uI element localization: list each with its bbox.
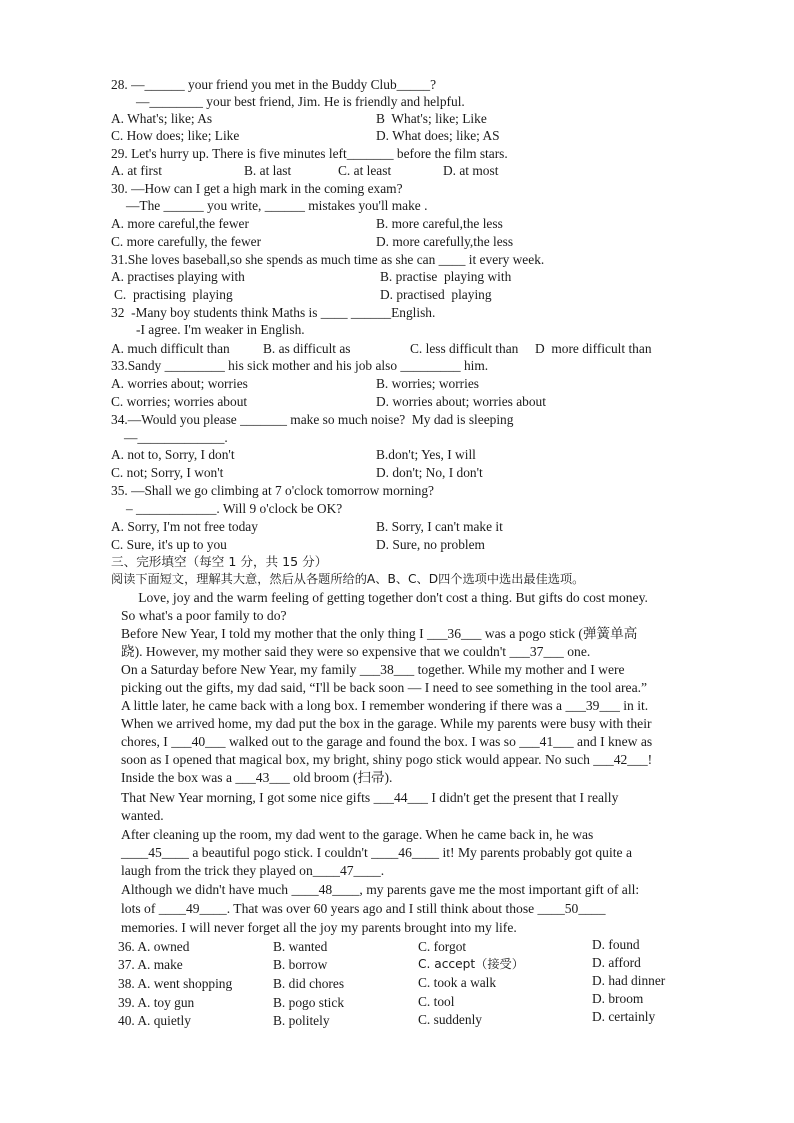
q32-option-c: C. less difficult than xyxy=(410,341,519,356)
q30-stem: 30. —How can I get a high mark in the coming exam? xyxy=(111,181,403,196)
option-38-d: D. had dinner xyxy=(592,973,666,988)
q30-option-c: C. more carefully, the fewer xyxy=(111,234,262,249)
passage-line: memories. I will never forget all the joy my parents brought into my life. xyxy=(121,920,517,935)
passage-line: wanted. xyxy=(121,808,164,823)
passage-line: Although we didn't have much ____48____, my parents gave me the most important gift of all: xyxy=(121,882,640,897)
q33-option-b: B. worries; worries xyxy=(376,376,480,391)
passage-line: That New Year morning, I got some nice gifts ___44___ I didn't get the present that I really xyxy=(121,790,619,805)
q34-stem: 34.—Would you please _______ make so much noise? My dad is sleeping xyxy=(111,412,514,427)
q29-option-d: D. at most xyxy=(443,163,499,178)
q34-option-a: A. not to, Sorry, I don't xyxy=(111,447,235,462)
q31-option-d: D. practised playing xyxy=(380,287,492,302)
q31-option-a: A. practises playing with xyxy=(111,269,245,284)
option-36-c: C. forgot xyxy=(418,939,467,954)
option-37-b: B. borrow xyxy=(273,957,328,972)
passage-line: So what's a poor family to do? xyxy=(121,608,287,623)
option-36-d: D. found xyxy=(592,937,640,952)
passage-line: When we arrived home, my dad put the box in the garage. While my parents were busy with their xyxy=(121,716,652,731)
q35-option-c: C. Sure, it's up to you xyxy=(111,537,227,552)
option-40-b: B. politely xyxy=(273,1013,330,1028)
passage-line: A little later, he came back with a long box. I remember wondering if there was a ___39___ in it. xyxy=(121,698,649,713)
q31-stem: 31.She loves baseball,so she spends as much time as she can ____ it every week. xyxy=(111,252,545,267)
passage-line: Love, joy and the warm feeling of getting together don't cost a thing. But gifts do cost money. xyxy=(111,590,648,605)
passage-line: lots of ____49____. That was over 60 years ago and I still think about those ____50____ xyxy=(121,901,606,916)
passage-line: chores, I ___40___ walked out to the garage and found the box. I was so ___41___ and I knew as xyxy=(121,734,653,749)
q33-option-d: D. worries about; worries about xyxy=(376,394,546,409)
passage-line: 跷). However, my mother said they were so expensive that we couldn't ___37___ one. xyxy=(121,644,591,659)
q30-option-d: D. more carefully,the less xyxy=(376,234,514,249)
passage-line: After cleaning up the room, my dad went to the garage. When he came back in, he was xyxy=(121,827,594,842)
q31-option-c: C. practising playing xyxy=(114,287,233,302)
q32-reply: -I agree. I'm weaker in English. xyxy=(136,322,305,337)
q35-option-a: A. Sorry, I'm not free today xyxy=(111,519,258,534)
q30-reply: —The ______ you write, ______ mistakes you'll make . xyxy=(126,198,428,213)
option-38-c: C. took a walk xyxy=(418,975,497,990)
q28-option-a: A. What's; like; As xyxy=(111,111,213,126)
q35-option-b: B. Sorry, I can't make it xyxy=(376,519,503,534)
passage-line: laugh from the trick they played on____47____. xyxy=(121,863,385,878)
q29-option-c: C. at least xyxy=(338,163,392,178)
option-40-c: C. suddenly xyxy=(418,1012,482,1027)
option-38-a: 38. A. went shopping xyxy=(118,976,233,991)
q33-option-a: A. worries about; worries xyxy=(111,376,248,391)
option-37-d: D. afford xyxy=(592,955,641,970)
q35-reply: – ____________. Will 9 o'clock be OK? xyxy=(126,501,343,516)
option-38-b: B. did chores xyxy=(273,976,345,991)
option-36-b: B. wanted xyxy=(273,939,328,954)
q35-stem: 35. —Shall we go climbing at 7 o'clock tomorrow morning? xyxy=(111,483,434,498)
option-37-c: C. accept（接受） xyxy=(418,957,524,971)
option-39-d: D. broom xyxy=(592,991,644,1006)
section-instruction: 阅读下面短文，理解其大意，然后从各题所给的A、B、C、D四个选项中选出最佳选项。 xyxy=(111,572,585,586)
q31-option-b: B. practise playing with xyxy=(380,269,512,284)
q28-reply: —________ your best friend, Jim. He is friendly and helpful. xyxy=(136,94,465,109)
q34-option-d: D. don't; No, I don't xyxy=(376,465,483,480)
passage-line: Before New Year, I told my mother that the only thing I ___36___ was a pogo stick (弹簧单高 xyxy=(121,626,638,641)
passage-line: soon as I opened that magical box, my bright, shiny pogo stick would appear. No such ___42___! xyxy=(121,752,653,767)
q30-option-a: A. more careful,the fewer xyxy=(111,216,249,231)
option-37-a: 37. A. make xyxy=(118,957,183,972)
option-36-a: 36. A. owned xyxy=(118,939,190,954)
q34-option-b: B.don't; Yes, I will xyxy=(376,447,476,462)
q32-option-b: B. as difficult as xyxy=(263,341,351,356)
option-39-b: B. pogo stick xyxy=(273,995,345,1010)
q32-option-a: A. much difficult than xyxy=(111,341,230,356)
q33-stem: 33.Sandy _________ his sick mother and his job also _________ him. xyxy=(111,358,489,373)
q32-stem: 32 -Many boy students think Maths is ____ ______English. xyxy=(111,305,436,320)
passage-line: Inside the box was a ___43___ old broom (扫帚). xyxy=(121,770,393,785)
q35-option-d: D. Sure, no problem xyxy=(376,537,485,552)
q33-option-c: C. worries; worries about xyxy=(111,394,248,409)
section-heading: 三、完形填空（每空 1 分，共 15 分） xyxy=(111,554,328,569)
option-39-c: C. tool xyxy=(418,994,455,1009)
passage-line: ____45____ a beautiful pogo stick. I couldn't ____46____ it! My parents probably got quite a xyxy=(121,845,633,860)
q28-option-d: D. What does; like; AS xyxy=(376,128,500,143)
q28-option-b: B What's; like; Like xyxy=(376,111,487,126)
q34-reply: —_____________. xyxy=(124,430,228,445)
option-40-a: 40. A. quietly xyxy=(118,1013,191,1028)
option-39-a: 39. A. toy gun xyxy=(118,995,195,1010)
q30-option-b: B. more careful,the less xyxy=(376,216,503,231)
option-40-d: D. certainly xyxy=(592,1009,656,1024)
q28-stem: 28. —______ your friend you met in the Buddy Club_____? xyxy=(111,77,437,92)
passage-line: picking out the gifts, my dad said, “I'll be back soon — I need to see something in the tool area.” xyxy=(121,680,648,695)
q29-option-a: A. at first xyxy=(111,163,162,178)
q34-option-c: C. not; Sorry, I won't xyxy=(111,465,224,480)
q32-option-d: D more difficult than xyxy=(535,341,652,356)
q29-option-b: B. at last xyxy=(244,163,292,178)
passage-line: On a Saturday before New Year, my family ___38___ together. While my mother and I were xyxy=(121,662,625,677)
q29-stem: 29. Let's hurry up. There is five minutes left_______ before the film stars. xyxy=(111,146,508,161)
q28-option-c: C. How does; like; Like xyxy=(111,128,240,143)
